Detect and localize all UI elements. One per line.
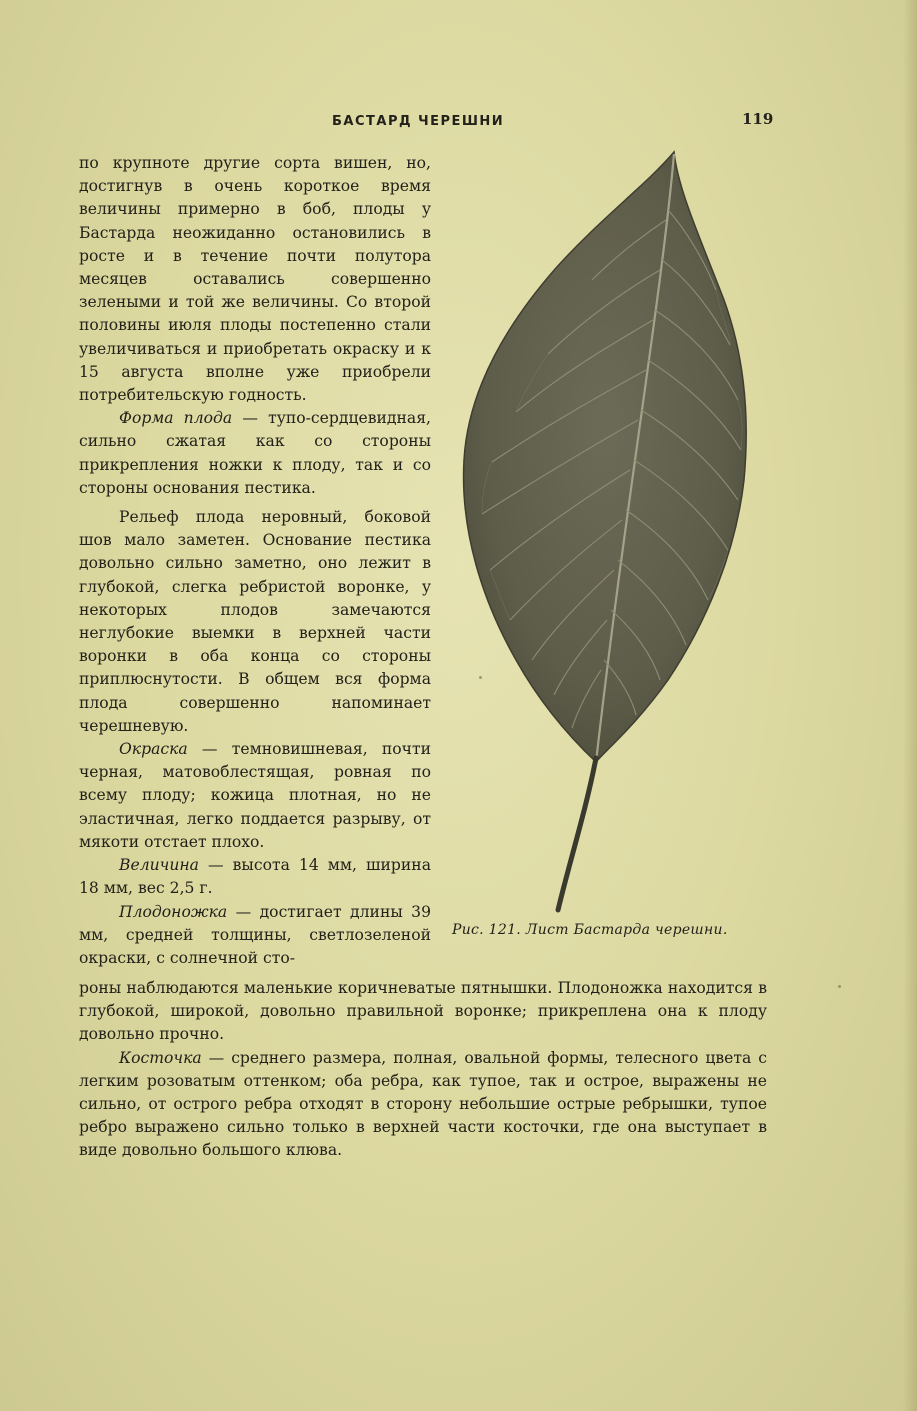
paragraph-color: [79, 738, 431, 854]
paragraph-fruit-shape: [79, 407, 431, 500]
paragraph-size: [79, 854, 431, 900]
leaf-figure: [446, 150, 766, 920]
term-fruit-shape: Форма плода: [119, 409, 233, 428]
paragraph-relief: Рельеф плода неровный, боковой шов мало заметен. Основание пестика довольно сильно заметно, оно лежит в глубокой, слегка ребристой воронке, у некоторых плодов замечаются неглубокие выемки в верхней части воронки в оба конца со стороны приплюснутости. В общем вся форма плода совершенно напоминает черешневую.: [79, 508, 431, 735]
figure-caption: Рис. 121. Лист Бастарда черешни.: [452, 922, 728, 938]
text-fruit-shape: — тупо-сердцевидная, сильно сжатая как со стороны прикрепления ножки к плоду, так и со стороны основания пестика.: [79, 409, 431, 497]
leaf-illustration: [446, 150, 766, 920]
term-stone: Косточка: [119, 1048, 202, 1067]
term-stalk: Плодоножка: [119, 902, 228, 921]
term-size: Величина: [119, 856, 199, 875]
term-color: Окраска: [119, 740, 188, 759]
paper-speck: [838, 985, 841, 988]
paragraph-stalk: [79, 901, 431, 971]
running-header: БАСТАРД ЧЕРЕШНИ: [332, 114, 505, 129]
text-color: — темновишневая, почти черная, матовоблестящая, ровная по всему плоду; кожица плотная, но не эластичная, легко поддается разрыву, от мякоти отстает плохо.: [79, 740, 431, 851]
leaf-petiole: [558, 758, 596, 910]
paragraph-stalk-continued: роны наблюдаются маленькие коричневатые пятнышки. Плодоножка находится в глубокой, широкой, довольно правильной воронке; прикреплена она к плоду довольно прочно.: [79, 979, 767, 1044]
text-stalk: — достигает длины 39 мм, средней толщины, светлозеленой окраски, с солнечной сто-: [79, 902, 431, 967]
paragraph-ripening: по крупноте другие сорта вишен, но, достигнув в очень короткое время величины примерно в боб, плоды у Бастарда неожиданно остановились в росте и в течение почти полутора месяцев оставались совершенно зелеными и той же величины. Со второй половины июля плоды постепенно стали увеличиваться и приобретать окраску и к 15 августа вполне уже приобрели потребительскую годность.: [79, 154, 431, 405]
paper-speck: [479, 676, 482, 679]
page-number: 119: [742, 110, 774, 128]
text-stone: — среднего размера, полная, овальной формы, телесного цвета с легким розоватым оттенком; оба ребра, как тупое, так и острое, выражены не сильно, от острого ребра отходят в сторону небольшие острые ребрышки, тупое ребро выражено сильно только в верхней части косточки, где она выступает в виде довольно большого клюва.: [79, 1048, 767, 1160]
text-size: — высота 14 мм, ширина 18 мм, вес 2,5 г.: [79, 856, 431, 898]
page-edge-shadow: [903, 0, 917, 1411]
full-width-text: [79, 977, 767, 1163]
left-text-column: [79, 152, 431, 970]
paragraph-stone: [79, 1047, 767, 1163]
leaf-blade: [464, 152, 747, 762]
